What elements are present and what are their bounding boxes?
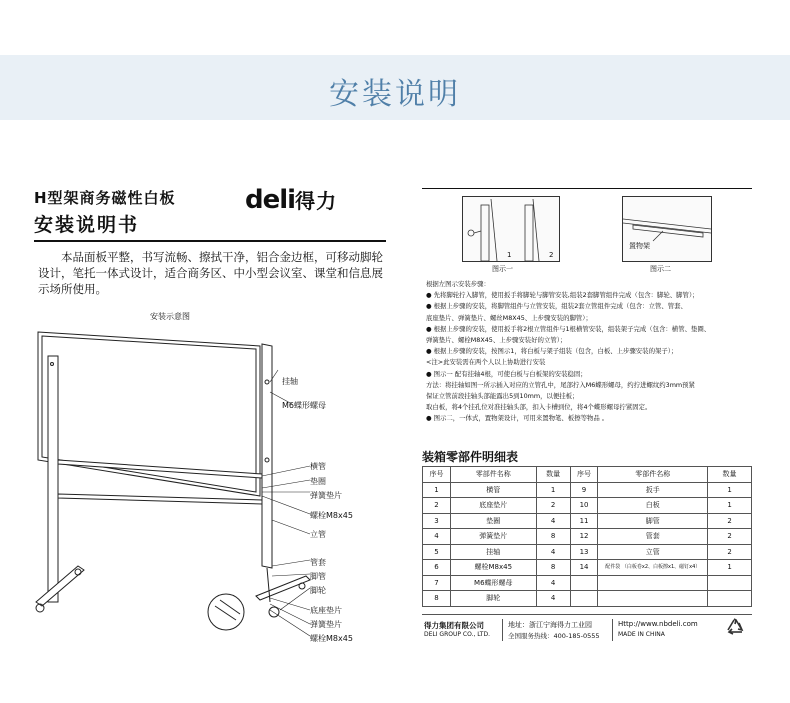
step-line: 根据左图示安装步骤： bbox=[426, 280, 490, 288]
cell: 管套 bbox=[598, 529, 708, 545]
label-crossbar: 横管 bbox=[310, 462, 326, 471]
installation-steps bbox=[426, 279, 756, 425]
footer-separator bbox=[502, 619, 503, 641]
step-line: ● 图示二，一体式，置物架设计，可用来置物笔、板擦等物品 。 bbox=[426, 414, 609, 423]
cell: 白板 bbox=[598, 498, 708, 514]
cell: 4 bbox=[536, 575, 570, 591]
intro-text: 本品面板平整，书写流畅、擦拭干净，铝合金边框，可移动脚轮设计，笔托一体式设计，适合商务区、中小型会议室、课堂和信息展示场所使用。 bbox=[38, 250, 383, 296]
label-spring-washer-2: 弹簧垫片 bbox=[310, 620, 342, 629]
figure-two-label: 置物架 bbox=[629, 242, 650, 250]
table-row bbox=[423, 529, 752, 545]
cell: M6蝶形螺母 bbox=[450, 575, 536, 591]
step-line: ● 根据上步骤的安装，使用扳手将2根立管组件与1根横管安装，组装架子完成（包含：横管、垫圈、 bbox=[426, 324, 711, 333]
cell: 3 bbox=[423, 513, 451, 529]
step-line: 底座垫片、弹簧垫片、螺丝M8X45、上步骤安装的脚管）； bbox=[426, 313, 592, 322]
step-line: 弹簧垫片、螺栓M8X45、上步骤安装好的立管）； bbox=[426, 336, 567, 345]
company-name-cn: 得力集团有限公司 bbox=[424, 621, 484, 630]
cell: 2 bbox=[708, 529, 752, 545]
step-line: 取白板，将4个挂孔位对准挂轴头部，扣入卡槽到位，将4个蝶形螺母拧紧固定。 bbox=[426, 403, 652, 412]
cell: 脚轮 bbox=[450, 591, 536, 607]
cell: 脚管 bbox=[598, 513, 708, 529]
step-line: 方法：将挂轴如图一所示插入对应的立管孔中，尾部拧入M6蝶形螺母，约拧进螺纹约3mm预紧 bbox=[426, 380, 695, 389]
whiteboard-stand-diagram bbox=[30, 320, 330, 650]
label-tube-sleeve: 管套 bbox=[310, 558, 326, 567]
col-header: 零部件名称 bbox=[598, 467, 708, 483]
cell: 挂轴 bbox=[450, 544, 536, 560]
cell bbox=[570, 575, 598, 591]
banner-title: 安装说明 bbox=[329, 77, 461, 112]
company-name-en: DELI GROUP CO., LTD. bbox=[424, 631, 490, 638]
parts-table bbox=[422, 466, 752, 607]
table-row bbox=[423, 591, 752, 607]
table-row bbox=[423, 482, 752, 498]
footer-website: Http://www.nbdeli.com bbox=[618, 620, 698, 628]
step-line: ● 根据上步骤的安装，按图示1，将白板与架子组装（包含，白板、上步骤安装的架子）； bbox=[426, 347, 678, 356]
step-line: ● 图示一 配有挂轴4根，可使白板与白板架的安装稳固； bbox=[426, 369, 587, 378]
cell: 2 bbox=[536, 498, 570, 514]
cell: 10 bbox=[570, 498, 598, 514]
cell: 8 bbox=[536, 529, 570, 545]
cell bbox=[708, 591, 752, 607]
cell: 扳手 bbox=[598, 482, 708, 498]
cell: 1 bbox=[708, 560, 752, 576]
product-title: H型架商务磁性白板 bbox=[34, 189, 176, 207]
page-banner bbox=[0, 55, 790, 120]
table-row bbox=[423, 544, 752, 560]
step-line: ● 根据上步骤的安装，将脚管组件与立管安装，组装2套立管组件完成（包含：立管、管套、 bbox=[426, 302, 687, 311]
cell: 4 bbox=[536, 544, 570, 560]
step-line: <注>此安装需在两个人以上协助进行安装 bbox=[426, 358, 546, 367]
cell: 4 bbox=[536, 513, 570, 529]
cell: 横管 bbox=[450, 482, 536, 498]
figure-two-drawing bbox=[623, 197, 711, 261]
cell: 6 bbox=[423, 560, 451, 576]
cell: 底座垫片 bbox=[450, 498, 536, 514]
cell: 7 bbox=[423, 575, 451, 591]
cell: 12 bbox=[570, 529, 598, 545]
cell: 5 bbox=[423, 544, 451, 560]
label-caster: 脚轮 bbox=[310, 586, 326, 595]
table-row bbox=[423, 513, 752, 529]
figure-one-caption: 图示一 bbox=[492, 265, 513, 273]
cell: 1 bbox=[708, 482, 752, 498]
cell: 1 bbox=[708, 498, 752, 514]
cell: 11 bbox=[570, 513, 598, 529]
table-header-row bbox=[423, 467, 752, 483]
label-base-washer: 底座垫片 bbox=[310, 606, 342, 615]
cell: 4 bbox=[423, 529, 451, 545]
logo-brand: deli bbox=[245, 185, 296, 215]
figure-one-mark-1: 1 bbox=[507, 251, 512, 259]
step-line: ● 先将脚轮拧入脚管，使用扳手将脚轮与脚管安装,组装2套脚管组件完成（包含：脚轮、脚管）； bbox=[426, 291, 699, 300]
footer-separator bbox=[612, 619, 613, 641]
cell: 螺栓M8x45 bbox=[450, 560, 536, 576]
label-upright: 立管 bbox=[310, 530, 326, 539]
label-wing-nut: M6蝶形螺母 bbox=[282, 401, 326, 410]
label-spring-washer: 弹簧垫片 bbox=[310, 491, 342, 500]
cell: 8 bbox=[536, 560, 570, 576]
label-hanger-shaft: 挂轴 bbox=[282, 377, 298, 386]
cell: 14 bbox=[570, 560, 598, 576]
footer-made-in: MADE IN CHINA bbox=[618, 631, 665, 638]
cell: 立管 bbox=[598, 544, 708, 560]
cell: 弹簧垫片 bbox=[450, 529, 536, 545]
label-washer: 垫圈 bbox=[310, 477, 326, 486]
logo-cn: 得力 bbox=[295, 189, 338, 213]
recycle-icon bbox=[724, 618, 748, 640]
cell bbox=[570, 591, 598, 607]
footer-rule bbox=[422, 614, 752, 615]
figure-one bbox=[462, 196, 560, 262]
cell: 4 bbox=[536, 591, 570, 607]
cell: 2 bbox=[708, 544, 752, 560]
col-header: 序号 bbox=[423, 467, 451, 483]
cell: 1 bbox=[536, 482, 570, 498]
cell: 1 bbox=[423, 482, 451, 498]
col-header: 数量 bbox=[708, 467, 752, 483]
figure-one-mark-2: 2 bbox=[549, 251, 554, 259]
cell bbox=[598, 575, 708, 591]
step-line: 保证立管前段挂轴头部能露出5到10mm，以便挂板； bbox=[426, 392, 579, 401]
parts-table-title: 装箱零部件明细表 bbox=[422, 450, 519, 464]
cell: 2 bbox=[708, 513, 752, 529]
cell bbox=[708, 575, 752, 591]
manual-title: 安装说明书 bbox=[34, 214, 140, 236]
table-row bbox=[423, 560, 752, 576]
cell: 配件袋 （白板卷x2、白板擦x1、磁钉x4） bbox=[598, 560, 708, 576]
col-header: 数量 bbox=[536, 467, 570, 483]
col-header: 序号 bbox=[570, 467, 598, 483]
figure-two-caption: 图示二 bbox=[650, 265, 671, 273]
footer-hotline: 全国服务热线：400-185-0555 bbox=[508, 632, 600, 640]
diagram-caption: 安装示意图 bbox=[150, 312, 190, 321]
cell: 9 bbox=[570, 482, 598, 498]
cell: 2 bbox=[423, 498, 451, 514]
figure-two bbox=[622, 196, 712, 262]
cell: 垫圈 bbox=[450, 513, 536, 529]
cell: 8 bbox=[423, 591, 451, 607]
label-bolt-2: 螺栓M8x45 bbox=[310, 634, 353, 643]
title-rule bbox=[34, 240, 386, 242]
label-bolt: 螺栓M8x45 bbox=[310, 511, 353, 520]
col-header: 零部件名称 bbox=[450, 467, 536, 483]
cell bbox=[598, 591, 708, 607]
cell: 13 bbox=[570, 544, 598, 560]
label-foot-tube: 脚管 bbox=[310, 572, 326, 581]
right-top-rule bbox=[422, 188, 752, 189]
footer-address: 地址：浙江宁海得力工业园 bbox=[508, 621, 592, 629]
table-row bbox=[423, 498, 752, 514]
table-row bbox=[423, 575, 752, 591]
deli-logo bbox=[245, 185, 337, 215]
